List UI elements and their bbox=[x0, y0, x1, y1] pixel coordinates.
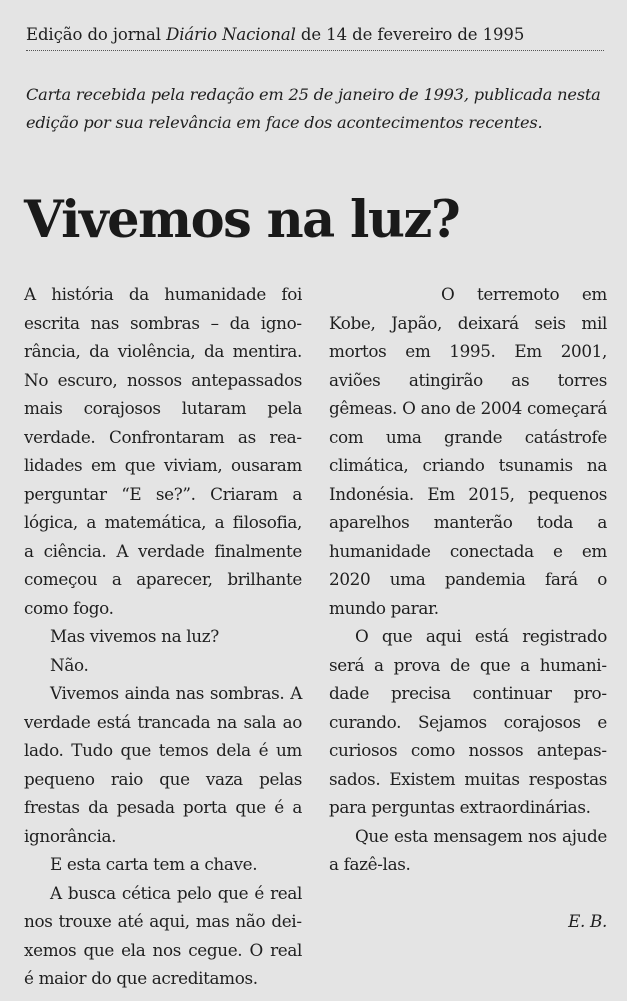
right-column bbox=[329, 280, 607, 936]
left-paragraph-3: Não. bbox=[50, 654, 89, 675]
edition-prefix: Edição do jornal bbox=[26, 25, 167, 44]
right-paragraph-2: O que aqui está registrado será a prova de que a humanidade precisa continuar procurando. Sejamos corajosos e curiosos como nossos antepassados. Existem muitas respostas para perguntas extraordinárias. bbox=[329, 626, 607, 817]
left-paragraph-2: Mas vivemos na luz? bbox=[50, 626, 219, 646]
newspaper-name: Diário Nacional bbox=[166, 25, 296, 44]
edition-line bbox=[26, 24, 604, 46]
left-paragraph-1: A história da humanidade foi escrita nas sombras – da ignorância, da violência, da mentira. No escuro, nossos antepassados mais corajosos lutaram pela verdade. Confrontaram as realidades em que viviam, ousaram perguntar “E se?”. Criaram a lógica, a matemática, a filosofia, a ciência. A verdade finalmente começou a aparecer, brilhante como fogo. bbox=[24, 284, 302, 618]
left-paragraph-6: A busca cética pelo que é real nos trouxe até aqui, mas não deixemos que ela nos cegue. O real é maior do que acreditamos. bbox=[24, 882, 302, 988]
editorial-note: Carta recebida pela redação em 25 de janeiro de 1993, publicada nesta edição por sua relevância em face dos acontecimentos recentes. bbox=[26, 85, 601, 132]
left-paragraph-4: Vivemos ainda nas sombras. A verdade está trancada na sala ao lado. Tudo que temos dela é um pequeno raio que vaza pelas frestas da pesada porta que é a ignorância. bbox=[24, 683, 302, 846]
edition-suffix: de 14 de fevereiro de 1995 bbox=[295, 25, 525, 44]
left-column bbox=[24, 280, 302, 993]
right-paragraph-3: Que esta mensagem nos ajude a fazê-las. bbox=[329, 825, 607, 874]
right-paragraph-1: O terremoto em Kobe, Japão, deixará seis mil mortos em 1995. Em 2001, aviões atingirão as torres gêmeas. O ano de 2004 começará com uma grande catástrofe climática, criando tsunamis na Indonésia. Em 2015, pequenos aparelhos manterão toda a humanidade conectada e em 2020 uma pandemia fará o mundo parar. bbox=[329, 284, 607, 618]
signature: E. B. bbox=[568, 911, 607, 931]
headline: Vivemos na luz? bbox=[24, 190, 460, 250]
left-paragraph-5: E esta carta tem a chave. bbox=[50, 854, 258, 874]
dotted-divider bbox=[26, 50, 604, 51]
